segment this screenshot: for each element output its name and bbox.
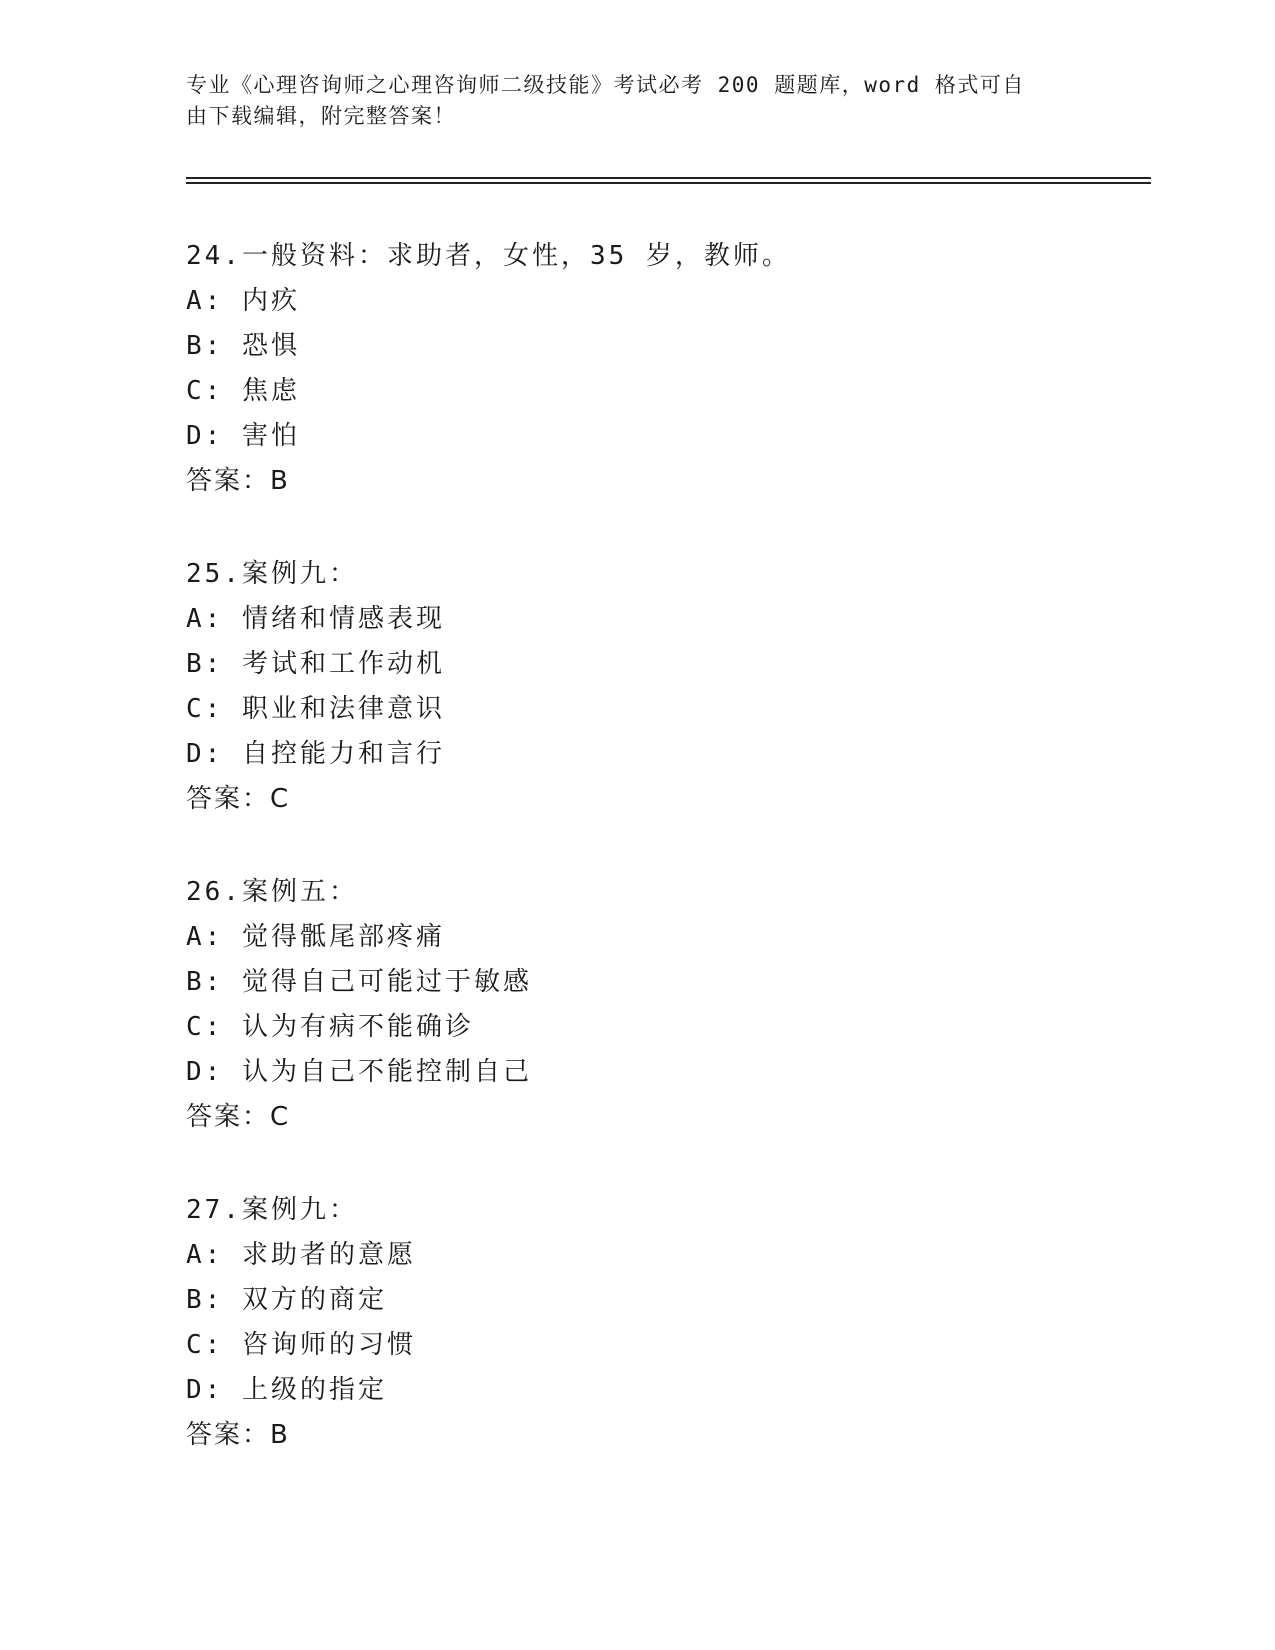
option-b: B: 觉得自己可能过于敏感 [186,967,532,997]
option-d: D: 自控能力和言行 [186,739,445,769]
question-25 [186,552,1086,822]
question-27 [186,1188,1086,1458]
option-b: B: 恐惧 [186,331,300,361]
header-divider-bottom [186,182,1151,184]
answer-label: 答案：C [186,1102,291,1132]
answer-label: 答案：B [186,466,290,496]
option-c: C: 职业和法律意识 [186,694,445,724]
option-c: C: 认为有病不能确诊 [186,1012,474,1042]
document-header: 专业《心理咨询师之心理咨询师二级技能》考试必考 200 题题库，word 格式可自 由下载编辑，附完整答案！ [186,73,1025,128]
option-a: A: 内疚 [186,286,300,316]
question-title: 24.一般资料：求助者，女性，35 岁，教师。 [186,241,791,271]
option-d: D: 害怕 [186,421,300,451]
option-a: A: 觉得骶尾部疼痛 [186,922,445,952]
question-title: 27.案例九： [186,1195,358,1225]
option-a: A: 求助者的意愿 [186,1240,416,1270]
option-d: D: 上级的指定 [186,1375,387,1405]
option-c: C: 焦虑 [186,376,300,406]
option-b: B: 考试和工作动机 [186,649,445,679]
question-title: 26.案例五： [186,877,358,907]
option-a: A: 情绪和情感表现 [186,604,445,634]
option-c: C: 咨询师的习惯 [186,1330,416,1360]
question-title: 25.案例九： [186,559,358,589]
option-b: B: 双方的商定 [186,1285,387,1315]
answer-label: 答案：B [186,1420,290,1450]
question-24 [186,234,1086,504]
answer-label: 答案：C [186,784,291,814]
option-d: D: 认为自己不能控制自己 [186,1057,532,1087]
question-26 [186,870,1086,1140]
header-divider-top [186,177,1151,179]
